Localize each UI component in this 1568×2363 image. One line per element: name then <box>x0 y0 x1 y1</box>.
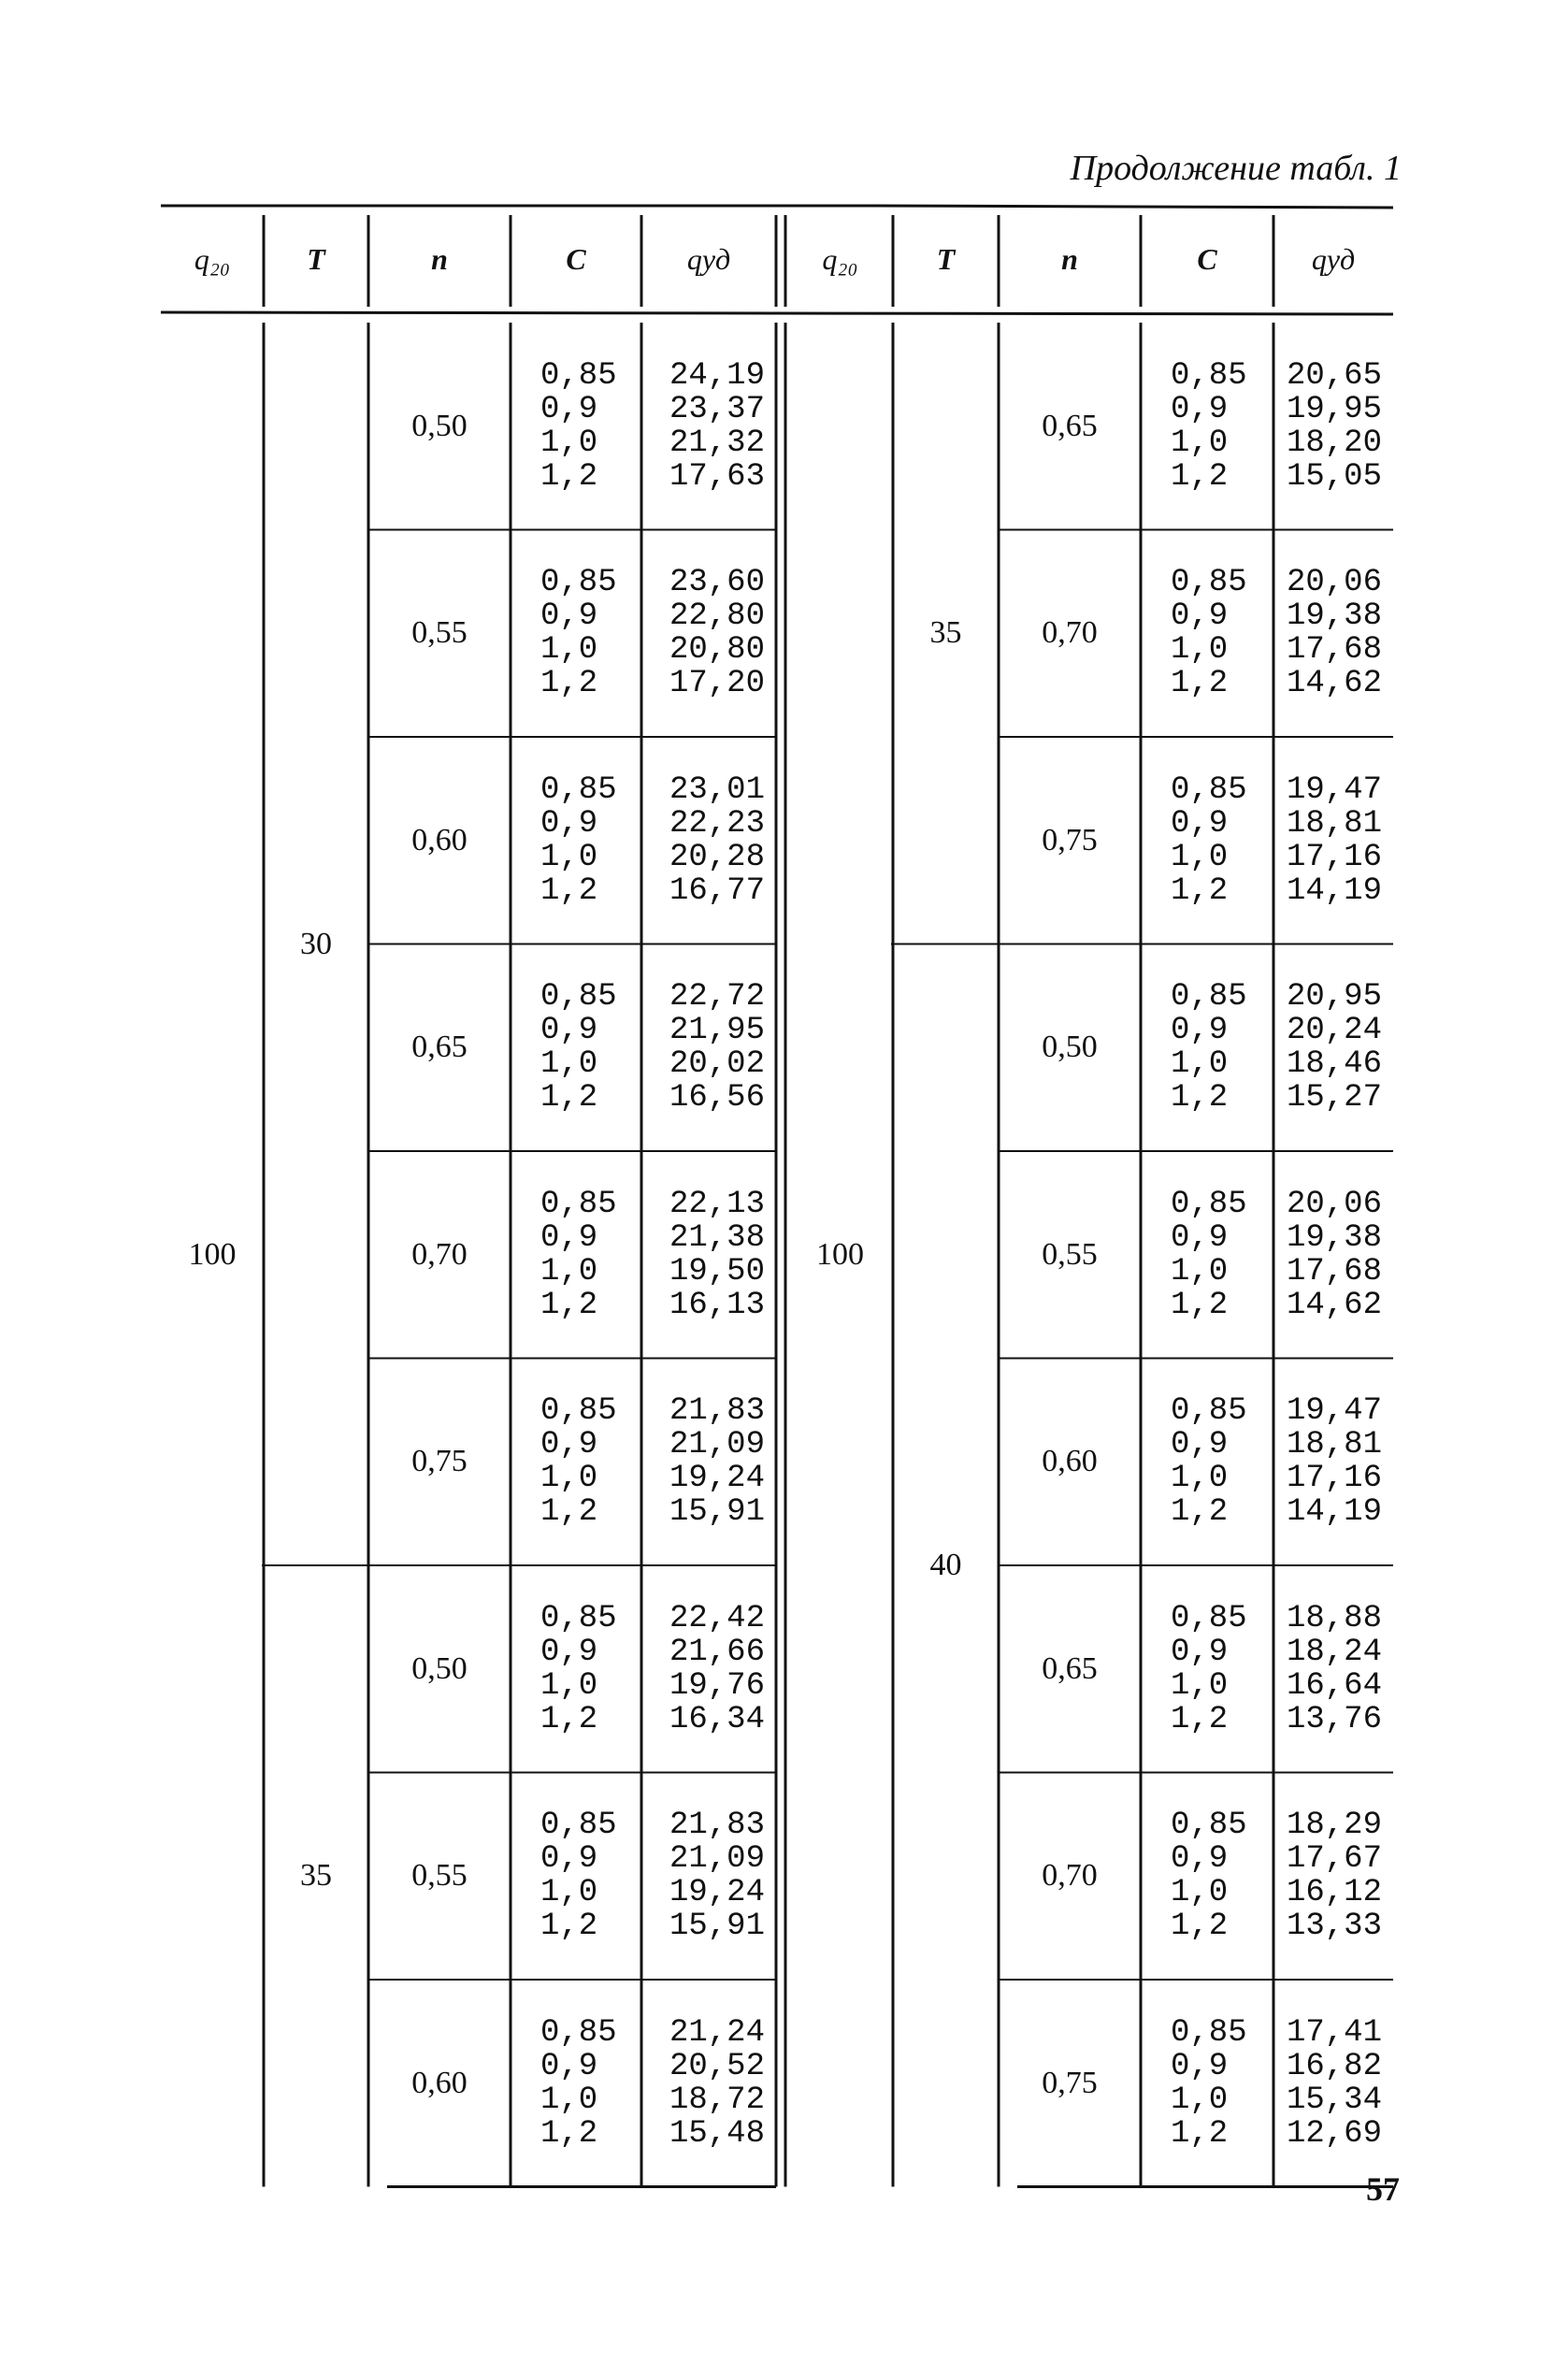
value: 17,20 <box>669 666 765 702</box>
value: 20,06 <box>1286 565 1382 601</box>
value: 18,46 <box>1286 1046 1382 1083</box>
right-C-values <box>1171 944 1273 1152</box>
value: 0,9 <box>1171 391 1229 427</box>
right-n-cell: 0,75 <box>1042 2065 1098 2100</box>
left-C-values <box>540 737 641 944</box>
right-T-cell: 40 <box>929 1548 962 1582</box>
left-qud-values <box>641 1151 765 1359</box>
value: 1,2 <box>540 1909 598 1945</box>
left-C-values <box>540 1980 641 2187</box>
value: 18,20 <box>1286 425 1382 461</box>
value: 15,91 <box>669 1909 765 1945</box>
value: 18,24 <box>1286 1634 1382 1670</box>
left-n-cell: 0,60 <box>411 2065 468 2100</box>
value: 1,0 <box>540 1875 598 1911</box>
value: 1,0 <box>540 1046 598 1083</box>
value: 23,60 <box>669 565 765 601</box>
right-n-cell: 0,70 <box>1042 1858 1098 1894</box>
value: 13,76 <box>1286 1701 1382 1737</box>
right-n-header: n <box>1061 242 1078 276</box>
value: 0,9 <box>540 2048 598 2084</box>
value: 23,01 <box>669 771 765 808</box>
right-C-values <box>1171 1359 1273 1566</box>
value: 15,34 <box>1286 2082 1382 2118</box>
value: 0,9 <box>1171 1013 1229 1049</box>
value: 14,19 <box>1286 872 1382 909</box>
value: 23,37 <box>669 391 765 427</box>
left-n-cell: 0,60 <box>411 822 468 857</box>
value: 18,29 <box>1286 1808 1382 1844</box>
value: 1,2 <box>540 1080 598 1117</box>
left-C-values <box>540 944 641 1152</box>
value: 20,06 <box>1286 1186 1382 1222</box>
left-n-cell: 0,65 <box>411 1030 468 1065</box>
value: 0,9 <box>540 391 598 427</box>
header-rule <box>161 312 1393 314</box>
value: 0,85 <box>540 1186 617 1222</box>
value: 17,68 <box>1286 1253 1382 1290</box>
continuation-title: Продолжение табл. 1 <box>1070 149 1402 188</box>
value: 1,0 <box>1171 1046 1229 1083</box>
value: 18,81 <box>1286 805 1382 842</box>
value: 1,2 <box>540 1701 598 1737</box>
value: 20,80 <box>669 632 765 669</box>
value: 1,2 <box>1171 1080 1229 1117</box>
right-C-values <box>1171 1980 1273 2187</box>
value: 0,9 <box>540 598 598 635</box>
value: 20,24 <box>1286 1013 1382 1049</box>
value: 20,52 <box>669 2048 765 2084</box>
left-qud-values <box>641 1980 765 2187</box>
left-n-cell: 0,55 <box>411 1858 468 1894</box>
left-qud-values <box>641 323 765 530</box>
value: 0,85 <box>1171 1600 1247 1636</box>
value: 0,85 <box>540 1808 617 1844</box>
right-C-values <box>1171 1151 1273 1359</box>
right-qud-values <box>1273 323 1382 530</box>
value: 1,2 <box>1171 666 1229 702</box>
value: 21,32 <box>669 425 765 461</box>
value: 1,0 <box>1171 425 1229 461</box>
value: 0,9 <box>1171 1634 1229 1670</box>
value: 19,95 <box>1286 391 1382 427</box>
value: 0,9 <box>540 1634 598 1670</box>
value: 0,85 <box>1171 565 1247 601</box>
value: 1,0 <box>1171 1253 1229 1290</box>
value: 21,83 <box>669 1393 765 1430</box>
value: 18,72 <box>669 2082 765 2118</box>
value: 0,9 <box>1171 1427 1229 1463</box>
value: 19,38 <box>1286 598 1382 635</box>
value: 1,0 <box>1171 1667 1229 1704</box>
value: 1,0 <box>540 2082 598 2118</box>
value: 16,34 <box>669 1701 765 1737</box>
value: 18,81 <box>1286 1427 1382 1463</box>
value: 0,85 <box>540 1393 617 1430</box>
left-qud-header: qуд <box>686 242 731 276</box>
value: 17,67 <box>1286 1841 1382 1878</box>
value: 21,09 <box>669 1841 765 1878</box>
value: 0,9 <box>1171 2048 1229 2084</box>
value: 21,09 <box>669 1427 765 1463</box>
value: 15,05 <box>1286 458 1382 495</box>
value: 0,85 <box>540 357 617 394</box>
left-C-values <box>540 1565 641 1773</box>
value: 19,24 <box>669 1461 765 1497</box>
right-qud-values <box>1273 1773 1382 1981</box>
value: 16,13 <box>669 1287 765 1323</box>
value: 1,0 <box>540 839 598 875</box>
value: 1,0 <box>1171 1461 1229 1497</box>
value: 22,80 <box>669 598 765 635</box>
left-C-values <box>540 323 641 530</box>
value: 0,9 <box>1171 805 1229 842</box>
value: 1,2 <box>540 872 598 909</box>
value: 16,77 <box>669 872 765 909</box>
right-T-header: T <box>936 242 956 276</box>
left-n-cell: 0,75 <box>411 1444 468 1479</box>
left-qud-values <box>641 1565 765 1773</box>
value: 21,95 <box>669 1013 765 1049</box>
value: 21,83 <box>669 1808 765 1844</box>
value: 19,47 <box>1286 1393 1382 1430</box>
right-C-values <box>1171 1773 1273 1981</box>
right-C-values <box>1171 323 1273 530</box>
value: 0,9 <box>540 1013 598 1049</box>
value: 0,85 <box>540 565 617 601</box>
value: 17,68 <box>1286 632 1382 669</box>
left-n-cell: 0,55 <box>411 615 468 651</box>
value: 16,82 <box>1286 2048 1382 2084</box>
right-q20-cell: 100 <box>816 1236 864 1272</box>
left-n-cell: 0,50 <box>411 1650 468 1686</box>
value: 0,85 <box>1171 2014 1247 2051</box>
right-qud-values <box>1273 1565 1382 1773</box>
left-T-header: T <box>307 242 325 276</box>
value: 0,9 <box>540 1427 598 1463</box>
right-qud-values <box>1273 1359 1382 1566</box>
value: 0,9 <box>1171 598 1229 635</box>
right-q20-header: q₂₀ <box>822 242 858 276</box>
value: 1,2 <box>1171 1701 1229 1737</box>
left-q20-cell: 100 <box>188 1236 237 1272</box>
value: 0,9 <box>1171 1841 1229 1878</box>
left-q20-header: q₂₀ <box>194 242 231 276</box>
right-C-header: C <box>1197 242 1217 276</box>
value: 1,0 <box>1171 839 1229 875</box>
right-C-values <box>1171 530 1273 738</box>
left-C-values <box>540 1151 641 1359</box>
value: 14,62 <box>1286 1287 1382 1323</box>
value: 1,2 <box>540 458 598 495</box>
value: 1,2 <box>1171 1494 1229 1531</box>
value: 1,2 <box>1171 1909 1229 1945</box>
value: 1,0 <box>1171 1875 1229 1911</box>
value: 0,85 <box>540 771 617 808</box>
value: 1,2 <box>540 666 598 702</box>
value: 18,88 <box>1286 1600 1382 1636</box>
left-T-cell: 30 <box>300 926 332 961</box>
value: 19,47 <box>1286 771 1382 808</box>
left-T-cell: 35 <box>300 1858 332 1894</box>
left-C-values <box>540 1359 641 1566</box>
left-qud-values <box>641 737 765 944</box>
value: 0,85 <box>540 979 617 1016</box>
value: 20,65 <box>1286 357 1382 394</box>
value: 17,16 <box>1286 839 1382 875</box>
value: 0,85 <box>1171 1393 1247 1430</box>
value: 14,19 <box>1286 1494 1382 1531</box>
value: 15,27 <box>1286 1080 1382 1117</box>
page-number: 57 <box>1366 2170 1400 2208</box>
left-qud-values <box>641 1773 765 1981</box>
left-C-values <box>540 530 641 738</box>
value: 0,9 <box>540 1219 598 1256</box>
value: 16,64 <box>1286 1667 1382 1704</box>
value: 21,38 <box>669 1219 765 1256</box>
right-T-cell: 35 <box>929 615 962 651</box>
value: 1,2 <box>1171 1287 1229 1323</box>
value: 12,69 <box>1286 2115 1382 2152</box>
right-n-cell: 0,60 <box>1042 1444 1098 1479</box>
value: 19,76 <box>669 1667 765 1704</box>
value: 0,85 <box>1171 771 1247 808</box>
value: 1,0 <box>540 632 598 669</box>
value: 1,0 <box>540 1461 598 1497</box>
value: 22,72 <box>669 979 765 1016</box>
left-n-header: n <box>431 242 448 276</box>
right-n-cell: 0,55 <box>1042 1236 1098 1272</box>
value: 20,02 <box>669 1046 765 1083</box>
value: 19,38 <box>1286 1219 1382 1256</box>
right-n-cell: 0,65 <box>1042 408 1098 443</box>
value: 0,9 <box>540 805 598 842</box>
right-qud-header: qуд <box>1311 242 1356 276</box>
right-qud-values <box>1273 737 1382 944</box>
value: 16,56 <box>669 1080 765 1117</box>
value: 0,85 <box>1171 1808 1247 1844</box>
right-C-values <box>1171 737 1273 944</box>
value: 0,85 <box>1171 1186 1247 1222</box>
value: 16,12 <box>1286 1875 1382 1911</box>
value: 1,2 <box>1171 872 1229 909</box>
left-qud-values <box>641 944 765 1152</box>
value: 0,85 <box>1171 979 1247 1016</box>
value: 17,16 <box>1286 1461 1382 1497</box>
value: 22,42 <box>669 1600 765 1636</box>
value: 17,41 <box>1286 2014 1382 2051</box>
value: 20,95 <box>1286 979 1382 1016</box>
right-n-cell: 0,65 <box>1042 1650 1098 1686</box>
value: 1,2 <box>1171 458 1229 495</box>
value: 13,33 <box>1286 1909 1382 1945</box>
left-qud-values <box>641 530 765 738</box>
value: 24,19 <box>669 357 765 394</box>
value: 22,23 <box>669 805 765 842</box>
left-qud-values <box>641 1359 765 1566</box>
value: 1,2 <box>540 2115 598 2152</box>
value: 19,24 <box>669 1875 765 1911</box>
right-n-cell: 0,70 <box>1042 615 1098 651</box>
value: 15,48 <box>669 2115 765 2152</box>
value: 20,28 <box>669 839 765 875</box>
value: 14,62 <box>1286 666 1382 702</box>
value: 21,24 <box>669 2014 765 2051</box>
right-n-cell: 0,75 <box>1042 822 1098 857</box>
value: 0,85 <box>1171 357 1247 394</box>
left-n-cell: 0,50 <box>411 408 468 443</box>
value: 0,85 <box>540 2014 617 2051</box>
value: 15,91 <box>669 1494 765 1531</box>
value: 1,0 <box>1171 2082 1229 2118</box>
value: 1,2 <box>1171 2115 1229 2152</box>
value: 0,9 <box>540 1841 598 1878</box>
left-n-cell: 0,70 <box>411 1236 468 1272</box>
value: 22,13 <box>669 1186 765 1222</box>
value: 19,50 <box>669 1253 765 1290</box>
value: 1,0 <box>540 1667 598 1704</box>
value: 1,0 <box>540 425 598 461</box>
value: 17,63 <box>669 458 765 495</box>
right-qud-values <box>1273 530 1382 738</box>
right-qud-values <box>1273 1980 1382 2187</box>
left-C-values <box>540 1773 641 1981</box>
value: 1,2 <box>540 1494 598 1531</box>
right-qud-values <box>1273 1151 1382 1359</box>
value: 0,9 <box>1171 1219 1229 1256</box>
value: 1,0 <box>1171 632 1229 669</box>
value: 1,0 <box>540 1253 598 1290</box>
right-n-cell: 0,50 <box>1042 1030 1098 1065</box>
right-qud-values <box>1273 944 1382 1152</box>
value: 21,66 <box>669 1634 765 1670</box>
left-C-header: C <box>566 242 586 276</box>
right-C-values <box>1171 1565 1273 1773</box>
value: 1,2 <box>540 1287 598 1323</box>
value: 0,85 <box>540 1600 617 1636</box>
